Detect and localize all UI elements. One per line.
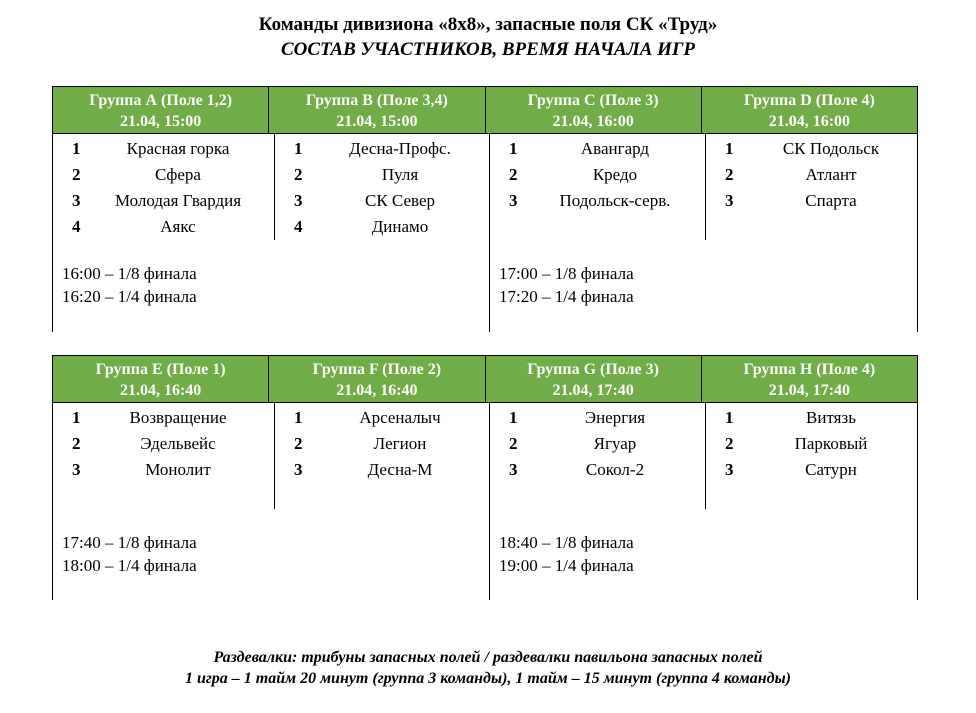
team-name: СК Север xyxy=(365,191,435,210)
schedule-line: 16:00 – 1/8 финала xyxy=(62,264,197,283)
group-header-row xyxy=(52,86,918,134)
team-number: 1 xyxy=(509,139,518,158)
group-datetime: 21.04, 16:00 xyxy=(552,113,634,130)
group-header-e xyxy=(53,356,269,402)
schedule-right xyxy=(499,531,634,577)
team-list-c xyxy=(489,136,705,214)
team-row xyxy=(274,162,490,188)
group-name: Группа А (Поле 1,2) xyxy=(89,92,233,109)
group-datetime: 21.04, 15:00 xyxy=(336,113,418,130)
team-number: 2 xyxy=(72,434,81,453)
team-name: Ягуар xyxy=(593,434,637,453)
group-header-b xyxy=(269,87,485,133)
groups-block-2 xyxy=(52,355,918,600)
team-number: 3 xyxy=(725,191,734,210)
schedule-left xyxy=(62,262,197,308)
team-row xyxy=(489,457,705,483)
schedule-right xyxy=(499,262,634,308)
team-list-b xyxy=(274,136,490,240)
team-name: Подольск-серв. xyxy=(559,191,671,210)
group-header-f xyxy=(269,356,485,402)
schedule-line: 17:20 – 1/4 финала xyxy=(499,287,634,306)
team-row xyxy=(274,405,490,431)
footer-locker-rooms: Раздевалки: трибуны запасных полей / раздевалки павильона запасных полей xyxy=(213,649,763,666)
team-number: 2 xyxy=(294,434,303,453)
team-row xyxy=(52,405,268,431)
team-name: Авангард xyxy=(580,139,650,158)
page-title: Команды дивизиона «8х8», запасные поля СК «Труд» xyxy=(258,14,718,35)
team-name: Витязь xyxy=(806,408,856,427)
team-name: Десна-Профс. xyxy=(349,139,451,158)
team-name: Молодая Гвардия xyxy=(114,191,242,210)
team-number: 2 xyxy=(509,434,518,453)
team-number: 1 xyxy=(72,408,81,427)
page-subtitle: СОСТАВ УЧАСТНИКОВ, ВРЕМЯ НАЧАЛА ИГР xyxy=(280,39,696,60)
group-name: Группа G (Поле 3) xyxy=(527,361,659,378)
team-list-h xyxy=(705,405,921,483)
team-row xyxy=(52,188,268,214)
team-number: 4 xyxy=(72,217,81,236)
group-datetime: 21.04, 15:00 xyxy=(119,113,202,130)
team-number: 2 xyxy=(725,165,734,184)
team-row xyxy=(489,188,705,214)
team-number: 3 xyxy=(72,460,81,479)
team-number: 2 xyxy=(72,165,81,184)
footer-game-rules: 1 игра – 1 тайм 20 минут (группа 3 команды), 1 тайм – 15 минут (группа 4 команды) xyxy=(184,670,792,687)
team-name: Аякс xyxy=(160,217,196,236)
team-row xyxy=(489,431,705,457)
group-name: Группа C (Поле 3) xyxy=(527,92,659,109)
team-name: Сфера xyxy=(155,165,201,184)
schedule-line: 18:40 – 1/8 финала xyxy=(499,533,634,552)
team-number: 1 xyxy=(725,408,734,427)
team-number: 1 xyxy=(294,139,303,158)
group-header-c xyxy=(486,87,702,133)
team-name: Десна-М xyxy=(367,460,433,479)
schedule-line: 16:20 – 1/4 финала xyxy=(62,287,197,306)
team-row xyxy=(705,457,921,483)
team-row xyxy=(52,162,268,188)
group-header-g xyxy=(486,356,702,402)
team-row xyxy=(274,431,490,457)
team-row xyxy=(489,136,705,162)
team-number: 3 xyxy=(509,191,518,210)
team-number: 1 xyxy=(509,408,518,427)
team-row xyxy=(705,405,921,431)
team-name: Динамо xyxy=(371,217,429,236)
group-name: Группа D (Поле 4) xyxy=(743,92,875,109)
schedule-line: 17:00 – 1/8 финала xyxy=(499,264,634,283)
team-row xyxy=(52,431,268,457)
team-name: Пуля xyxy=(381,165,419,184)
group-name: Группа B (Поле 3,4) xyxy=(305,92,448,109)
team-name: Сатурн xyxy=(805,460,857,479)
schedule-line: 19:00 – 1/4 финала xyxy=(499,556,634,575)
team-row xyxy=(489,162,705,188)
group-name: Группа F (Поле 2) xyxy=(312,361,442,378)
team-row xyxy=(489,405,705,431)
group-datetime: 21.04, 17:40 xyxy=(768,382,851,399)
team-name: Кредо xyxy=(592,165,638,184)
team-list-d xyxy=(705,136,921,214)
group-datetime: 21.04, 17:40 xyxy=(552,382,634,399)
team-name: Арсеналыч xyxy=(359,408,441,427)
team-number: 3 xyxy=(725,460,734,479)
team-row xyxy=(52,136,268,162)
team-number: 3 xyxy=(509,460,518,479)
team-list-g xyxy=(489,405,705,483)
team-name: Спарта xyxy=(805,191,857,210)
team-name: Атлант xyxy=(805,165,857,184)
schedule-line: 18:00 – 1/4 финала xyxy=(62,556,197,575)
team-number: 2 xyxy=(294,165,303,184)
team-name: Эдельвейс xyxy=(140,434,216,453)
team-row xyxy=(274,136,490,162)
team-number: 3 xyxy=(294,460,303,479)
team-row xyxy=(52,457,268,483)
team-list-a xyxy=(52,136,268,240)
group-name: Группа E (Поле 1) xyxy=(95,361,226,378)
team-row xyxy=(705,431,921,457)
group-header-h xyxy=(702,356,917,402)
team-number: 1 xyxy=(294,408,303,427)
group-header-d xyxy=(702,87,917,133)
team-row xyxy=(52,214,268,240)
team-name: Энергия xyxy=(584,408,646,427)
team-number: 2 xyxy=(509,165,518,184)
team-row xyxy=(705,162,921,188)
team-row xyxy=(274,214,490,240)
team-name: Монолит xyxy=(145,460,211,479)
team-row xyxy=(705,136,921,162)
group-datetime: 21.04, 16:00 xyxy=(768,113,851,130)
team-name: Красная горка xyxy=(126,139,230,158)
team-number: 4 xyxy=(294,217,303,236)
group-header-row xyxy=(52,355,918,403)
schedule-left xyxy=(62,531,197,577)
team-name: Парковый xyxy=(794,434,868,453)
team-list-e xyxy=(52,405,268,483)
group-name: Группа H (Поле 4) xyxy=(743,361,876,378)
groups-block-1 xyxy=(52,86,918,332)
team-name: Сокол-2 xyxy=(585,460,645,479)
group-datetime: 21.04, 16:40 xyxy=(336,382,418,399)
team-name: СК Подольск xyxy=(782,139,880,158)
team-number: 1 xyxy=(72,139,81,158)
team-row xyxy=(274,457,490,483)
team-row xyxy=(705,188,921,214)
group-header-a xyxy=(53,87,269,133)
team-number: 2 xyxy=(725,434,734,453)
team-number: 1 xyxy=(725,139,734,158)
team-row xyxy=(274,188,490,214)
group-datetime: 21.04, 16:40 xyxy=(119,382,202,399)
team-list-f xyxy=(274,405,490,483)
schedule-line: 17:40 – 1/8 финала xyxy=(62,533,197,552)
team-number: 3 xyxy=(294,191,303,210)
team-name: Легион xyxy=(373,434,427,453)
team-number: 3 xyxy=(72,191,81,210)
team-name: Возвращение xyxy=(129,408,227,427)
